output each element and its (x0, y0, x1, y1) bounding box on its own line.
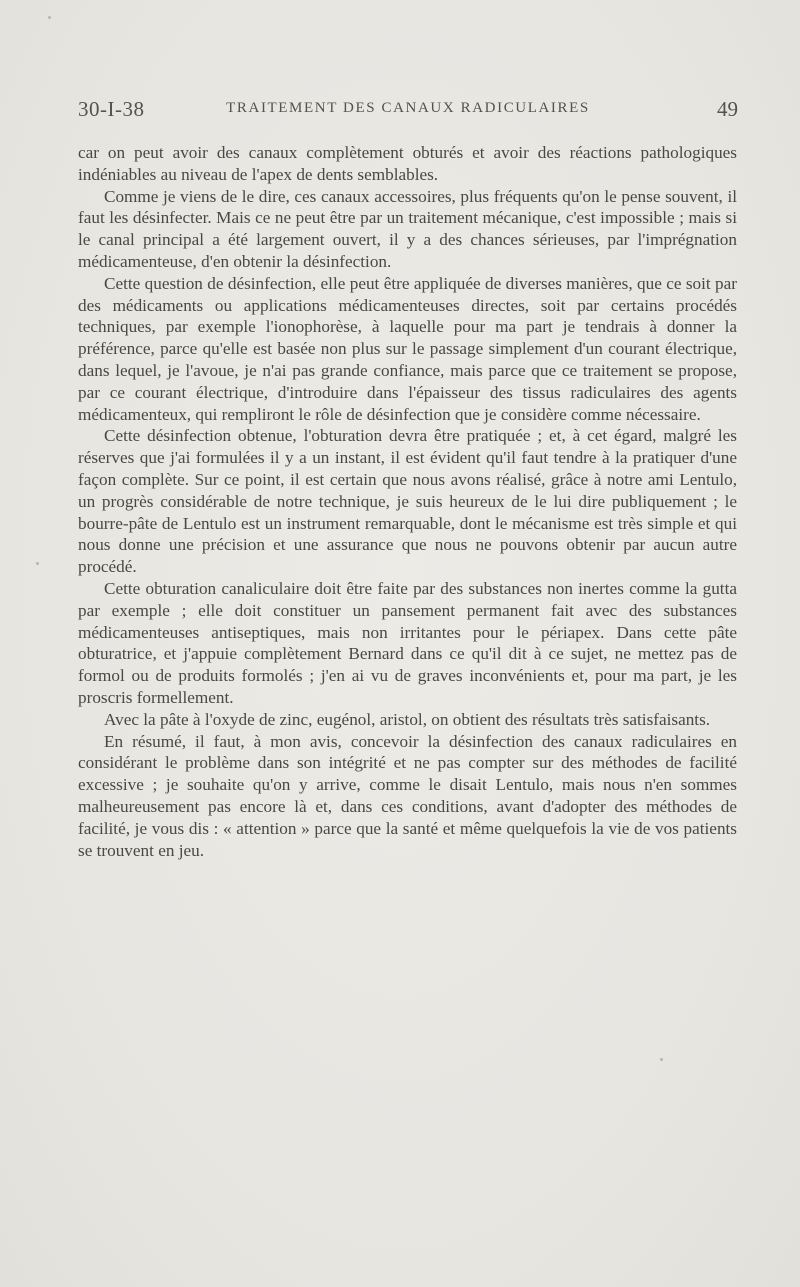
running-title: TRAITEMENT DES CANAUX RADICULAIRES (226, 100, 590, 116)
running-head (78, 97, 738, 125)
paragraph-3: Cette question de désinfection, elle peut être appliquée de diverses manières, que ce soit par des médicaments ou applications médicamenteuses directes, soit par certains procédés techniques, par exemple l'ionophorèse, à laquelle pour ma part je tendrais à donner la préférence, parce qu'elle est basée non plus sur le passage simplement d'un courant électrique, dans lequel, je l'avoue, je n'ai pas grande confiance, mais parce que ce traitement se propose, par ce courant électrique, d'introduire dans l'épaisseur des tissus radiculaires des agents médicamenteux, qui rempliront le rôle de désinfection que je considère comme nécessaire. (78, 273, 737, 424)
paper-speck (36, 562, 39, 565)
paragraph-2: Comme je viens de le dire, ces canaux accessoires, plus fréquents qu'on le pense souvent, il faut les désinfecter. Mais ce ne peut être par un traitement mécanique, c'est impossible ; mais si le canal principal a été largement ouvert, il y a des chances sérieuses, par l'imprégnation médicamenteuse, d'en obtenir la désinfection. (78, 186, 737, 271)
date-folio: 30-I-38 (78, 97, 145, 121)
paragraph-5: Cette obturation canaliculaire doit être faite par des substances non inertes comme la gutta par exemple ; elle doit constituer un pansement permanent fait avec des substances médicamenteuses antiseptiques, mais non irritantes pour le périapex. Dans cette pâte obturatrice, et j'appuie complètement Bernard dans ce qu'il dit à ce sujet, ne mettez pas de formol ou de produits formolés ; j'en ai vu de graves inconvénients et, pour ma part, je les proscris formellement. (78, 578, 737, 707)
paragraph-6: Avec la pâte à l'oxyde de zinc, eugénol, aristol, on obtient des résultats très satisfaisants. (104, 709, 711, 729)
paragraph-4: Cette désinfection obtenue, l'obturation devra être pratiquée ; et, à cet égard, malgré les réserves que j'ai formulées il y a un instant, il est évident qu'il faut tendre à la pratiquer d'une façon complète. Sur ce point, il est certain que nous avons réalisé, grâce à notre ami Lentulo, un progrès considérable de notre technique, je suis heureux de le lui dire publiquement ; le bourre-pâte de Lentulo est un instrument remarquable, dont le mécanisme est très simple et qui nous donne une précision et une assurance que nous ne pouvons obtenir par aucun autre procédé. (78, 426, 737, 577)
paper-speck (48, 16, 51, 19)
paragraph-1: car on peut avoir des canaux complètement obturés et avoir des réactions pathologiques indéniables au niveau de l'apex de dents semblables. (78, 143, 737, 184)
paragraph-7: En résumé, il faut, à mon avis, concevoir la désinfection des canaux radiculaires en considérant le problème dans son intégrité et ne pas compter sur des méthodes de facilité excessive ; je souhaite qu'on y arrive, comme le disait Lentulo, mais nous n'en sommes malheureusement pas encore là et, dans ces conditions, avant d'adopter des méthodes de facilité, je vous dis : « attention » parce que la santé et même quelquefois la vie de vos patients se trouvent en jeu. (78, 731, 737, 860)
page-number: 49 (717, 97, 738, 121)
paper-speck (660, 1058, 663, 1061)
body-text (78, 142, 737, 861)
